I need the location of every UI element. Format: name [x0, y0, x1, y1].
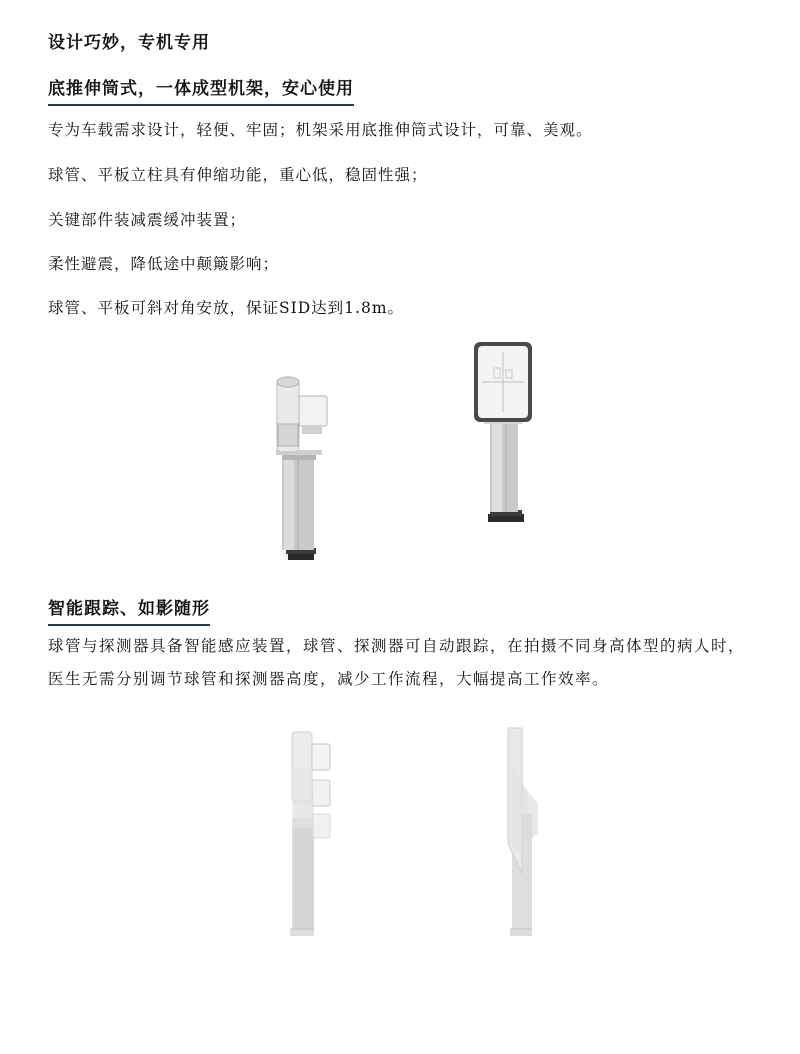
section-1-title-text: 底推伸筒式，一体成型机架，安心使用: [48, 79, 354, 99]
section-2-title: [48, 594, 210, 619]
tube-tracking-image: [280, 728, 340, 938]
feature-line-5: 球管、平板可斜对角安放，保证SID达到1.8m。: [48, 299, 405, 317]
detector-stand-image: [468, 338, 538, 524]
detector-tracking-image: [498, 724, 548, 938]
section-1-title-underline: [48, 104, 354, 106]
feature-line-4: 柔性避震，降低途中颠簸影响；: [48, 255, 280, 273]
main-heading: 设计巧妙，专机专用: [48, 33, 210, 53]
feature-line-3: 关键部件装减震缓冲装置；: [48, 211, 247, 229]
section-1-title: [48, 74, 354, 99]
section-2-title-underline: [48, 624, 210, 626]
section-2-title-text: 智能跟踪、如影随形: [48, 599, 210, 619]
feature-line-1: 专为车载需求设计，轻便、牢固；机架采用底推伸筒式设计，可靠、美观。: [48, 121, 593, 139]
tube-column-image: [262, 372, 342, 562]
section-2-paragraph: 球管与探测器具备智能感应装置，球管、探测器可自动跟踪，在拍摄不同身高体型的病人时，医生无需分别调节球管和探测器高度，减少工作流程，大幅提高工作效率。: [48, 637, 746, 688]
feature-line-2: 球管、平板立柱具有伸缩功能，重心低，稳固性强；: [48, 166, 428, 184]
